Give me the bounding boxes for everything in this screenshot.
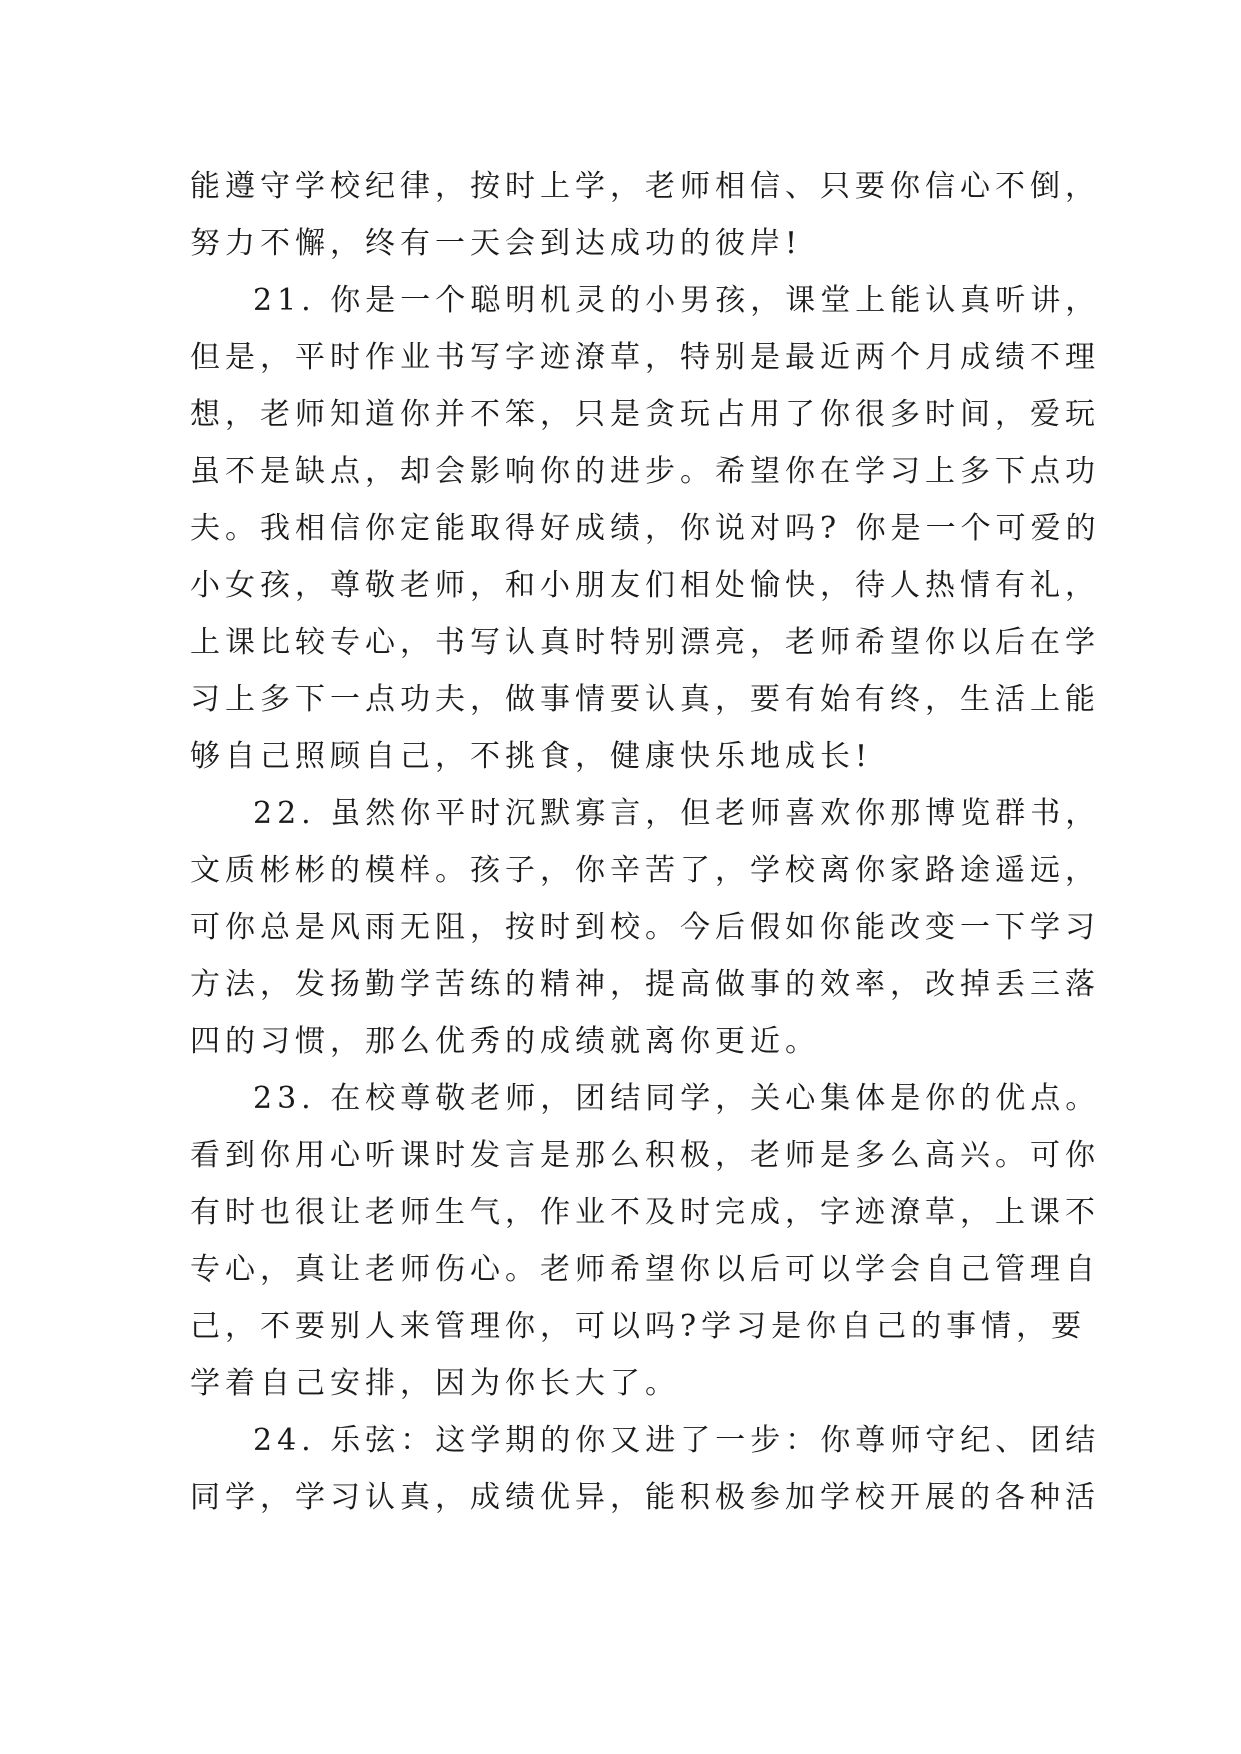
text-line: 努力不懈，终有一天会到达成功的彼岸! <box>190 226 803 261</box>
text-line: 学着自己安排，因为你长大了。 <box>190 1366 680 1401</box>
text-line: 虽不是缺点，却会影响你的进步。希望你在学习上多下点功 <box>190 454 1100 489</box>
text-line: 21. 你是一个聪明机灵的小男孩，课堂上能认真听讲， <box>253 283 1101 318</box>
text-line: 22. 虽然你平时沉默寡言，但老师喜欢你那博览群书， <box>253 796 1101 831</box>
text-line: 习上多下一点功夫，做事情要认真，要有始有终，生活上能 <box>190 682 1100 717</box>
text-line: 方法，发扬勤学苦练的精神，提高做事的效率，改掉丢三落 <box>190 967 1100 1002</box>
text-line: 想，老师知道你并不笨，只是贪玩占用了你很多时间，爱玩 <box>190 397 1100 432</box>
text-line: 文质彬彬的模样。孩子，你辛苦了，学校离你家路途遥远， <box>190 853 1100 888</box>
text-line: 23. 在校尊敬老师，团结同学，关心集体是你的优点。 <box>253 1081 1101 1116</box>
text-line: 可你总是风雨无阻，按时到校。今后假如你能改变一下学习 <box>190 910 1100 945</box>
body-text <box>190 158 1101 1526</box>
text-line: 有时也很让老师生气，作业不及时完成，字迹潦草，上课不 <box>190 1195 1100 1230</box>
text-line: 看到你用心听课时发言是那么积极，老师是多么高兴。可你 <box>190 1138 1100 1173</box>
text-line: 夫。我相信你定能取得好成绩，你说对吗? 你是一个可爱的 <box>190 511 1101 546</box>
text-line: 上课比较专心，书写认真时特别漂亮，老师希望你以后在学 <box>190 625 1100 660</box>
text-line: 24. 乐弦：这学期的你又进了一步：你尊师守纪、团结 <box>253 1423 1101 1458</box>
text-line: 四的习惯，那么优秀的成绩就离你更近。 <box>190 1024 820 1059</box>
text-line: 但是，平时作业书写字迹潦草，特别是最近两个月成绩不理 <box>190 340 1100 375</box>
text-line: 够自己照顾自己，不挑食，健康快乐地成长! <box>190 739 873 774</box>
text-line: 小女孩，尊敬老师，和小朋友们相处愉快，待人热情有礼， <box>190 568 1100 603</box>
text-line: 专心，真让老师伤心。老师希望你以后可以学会自己管理自 <box>190 1252 1100 1287</box>
text-line: 能遵守学校纪律，按时上学，老师相信、只要你信心不倒， <box>190 169 1100 204</box>
text-line: 己，不要别人来管理你，可以吗?学习是你自己的事情，要 <box>190 1309 1087 1344</box>
text-line: 同学，学习认真，成绩优异，能积极参加学校开展的各种活 <box>190 1480 1100 1515</box>
